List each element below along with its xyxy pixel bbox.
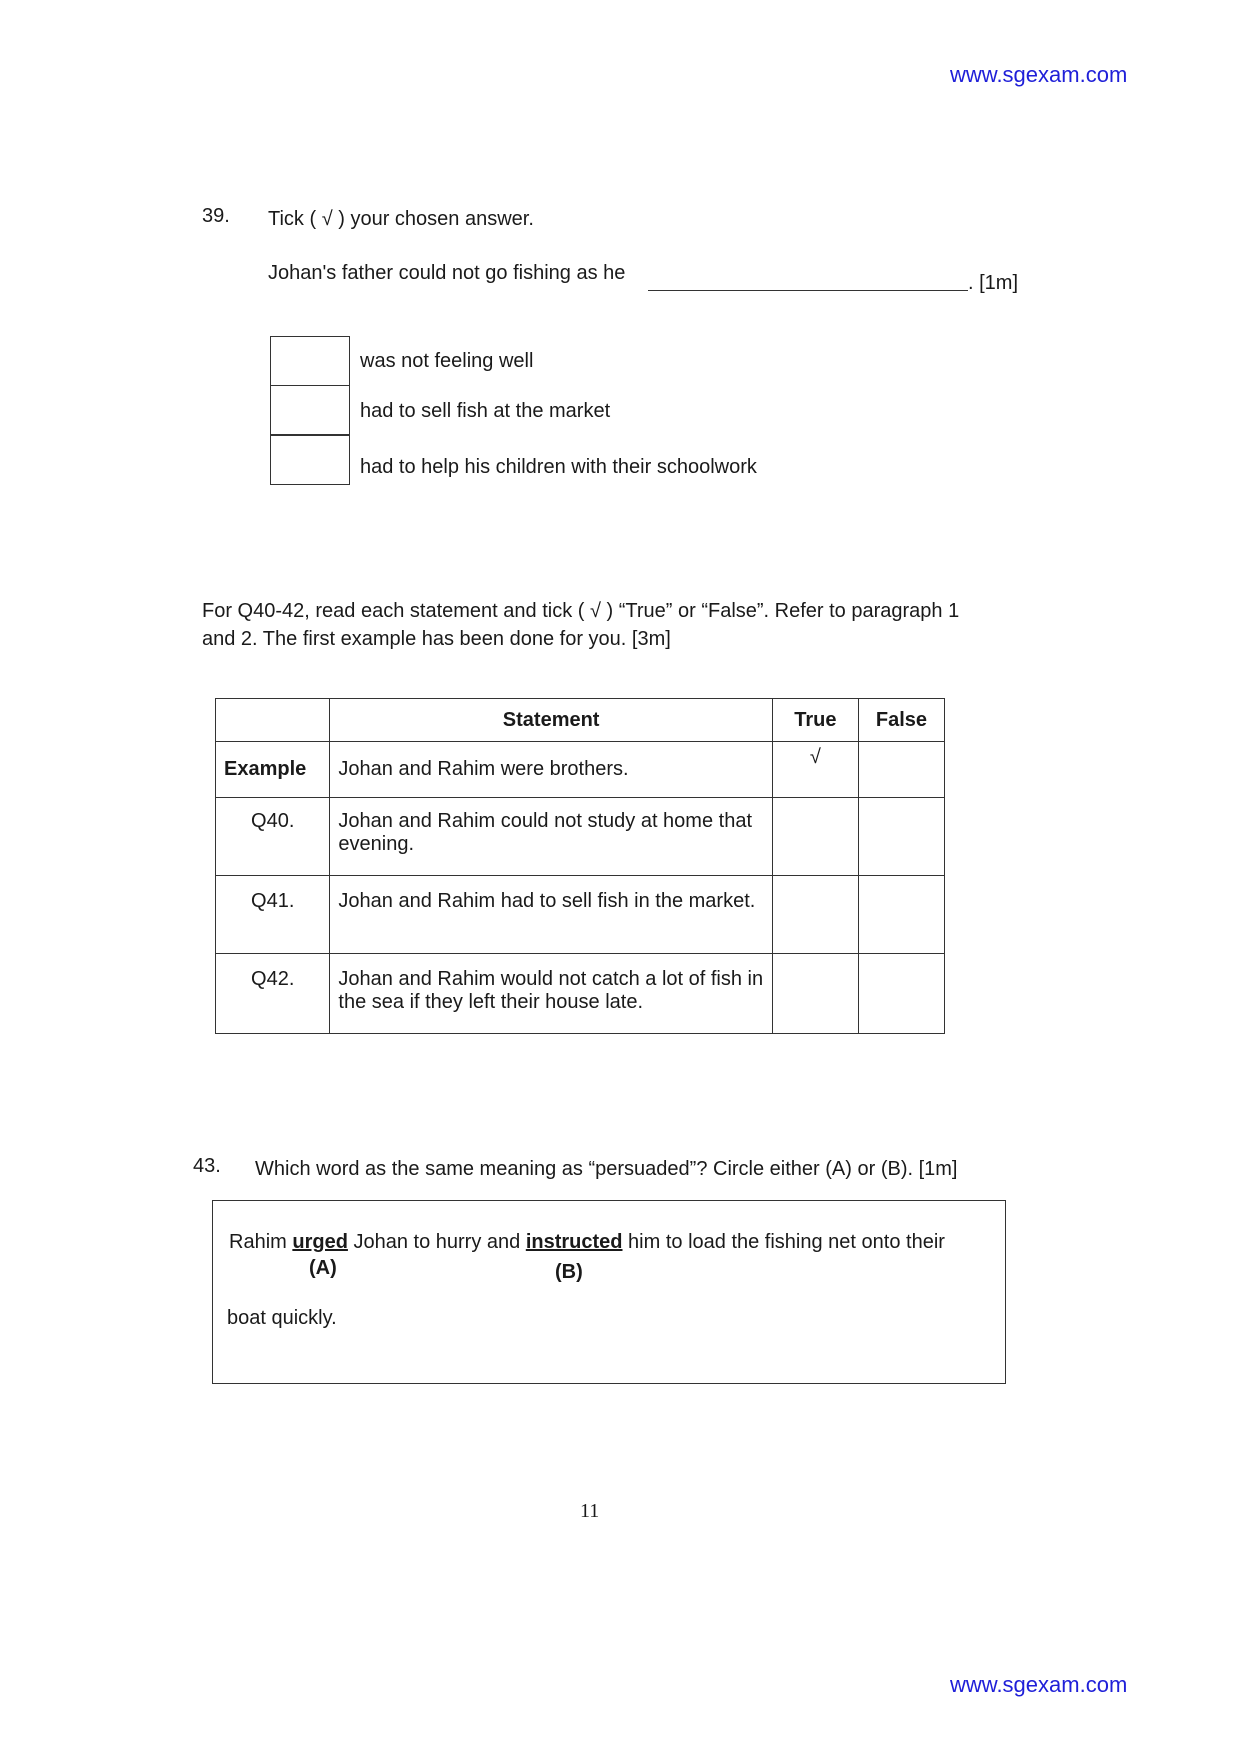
tick-box-option-3[interactable] — [270, 435, 350, 485]
word-b[interactable]: instructed — [525, 1231, 623, 1253]
row-statement: Johan and Rahim could not study at home that evening. — [330, 798, 772, 876]
table-row — [216, 954, 945, 1034]
row-label: Q41. — [216, 876, 330, 954]
true-cell[interactable]: √ — [772, 742, 858, 798]
passage-line-2: boat quickly. — [227, 1307, 337, 1329]
answer-blank-line — [648, 290, 968, 291]
question-43-number: 43. — [193, 1155, 221, 1177]
option-2-label: had to sell fish at the market — [360, 400, 611, 422]
question-39-instruction: Tick ( √ ) your chosen answer. — [268, 208, 534, 230]
label-b: (B) — [555, 1261, 583, 1283]
option-1-label: was not feeling well — [360, 350, 534, 372]
table-header-row — [216, 699, 945, 742]
row-label: Q42. — [216, 954, 330, 1034]
row-statement: Johan and Rahim were brothers. — [330, 742, 772, 798]
question-39-prompt: Johan's father could not go fishing as he — [268, 262, 626, 284]
false-cell[interactable] — [858, 876, 944, 954]
row-statement: Johan and Rahim had to sell fish in the market. — [330, 876, 772, 954]
word-a[interactable]: urged — [292, 1231, 348, 1253]
false-cell[interactable] — [858, 954, 944, 1034]
passage-text-end: him to load the fishing net onto their — [622, 1231, 945, 1253]
header-false: False — [858, 699, 944, 742]
passage-box — [212, 1200, 1006, 1384]
passage-text-start: Rahim — [229, 1231, 293, 1253]
question-39-number: 39. — [202, 205, 230, 227]
true-false-instruction-line1: For Q40-42, read each statement and tick ( √ ) “True” or “False”. Refer to paragraph 1 — [202, 600, 960, 622]
table-row — [216, 742, 945, 798]
true-false-table — [215, 698, 945, 1034]
tick-box-option-1[interactable] — [270, 336, 350, 386]
table-row — [216, 798, 945, 876]
true-cell[interactable] — [772, 876, 858, 954]
header-statement: Statement — [330, 699, 772, 742]
option-3-label: had to help his children with their schoolwork — [360, 456, 757, 478]
header-blank — [216, 699, 330, 742]
header-url[interactable]: www.sgexam.com — [950, 62, 1128, 87]
question-43-text: Which word as the same meaning as “persuaded”? Circle either (A) or (B). [1m] — [255, 1158, 958, 1180]
page-number: 11 — [580, 1500, 600, 1522]
true-cell[interactable] — [772, 798, 858, 876]
question-39-marks: . [1m] — [968, 272, 1019, 294]
false-cell[interactable] — [858, 798, 944, 876]
false-cell[interactable] — [858, 742, 944, 798]
passage-text-middle: Johan to hurry and — [347, 1231, 526, 1253]
row-statement: Johan and Rahim would not catch a lot of fish in the sea if they left their house late. — [330, 954, 772, 1034]
true-false-instruction-line2: and 2. The first example has been done for you. [3m] — [202, 628, 671, 650]
tick-box-option-2[interactable] — [270, 385, 350, 435]
label-a: (A) — [309, 1257, 337, 1279]
header-true: True — [772, 699, 858, 742]
passage-line-1 — [229, 1231, 945, 1254]
row-label: Example — [216, 742, 330, 798]
table-row — [216, 876, 945, 954]
row-label: Q40. — [216, 798, 330, 876]
true-cell[interactable] — [772, 954, 858, 1034]
footer-url[interactable]: www.sgexam.com — [950, 1672, 1128, 1697]
